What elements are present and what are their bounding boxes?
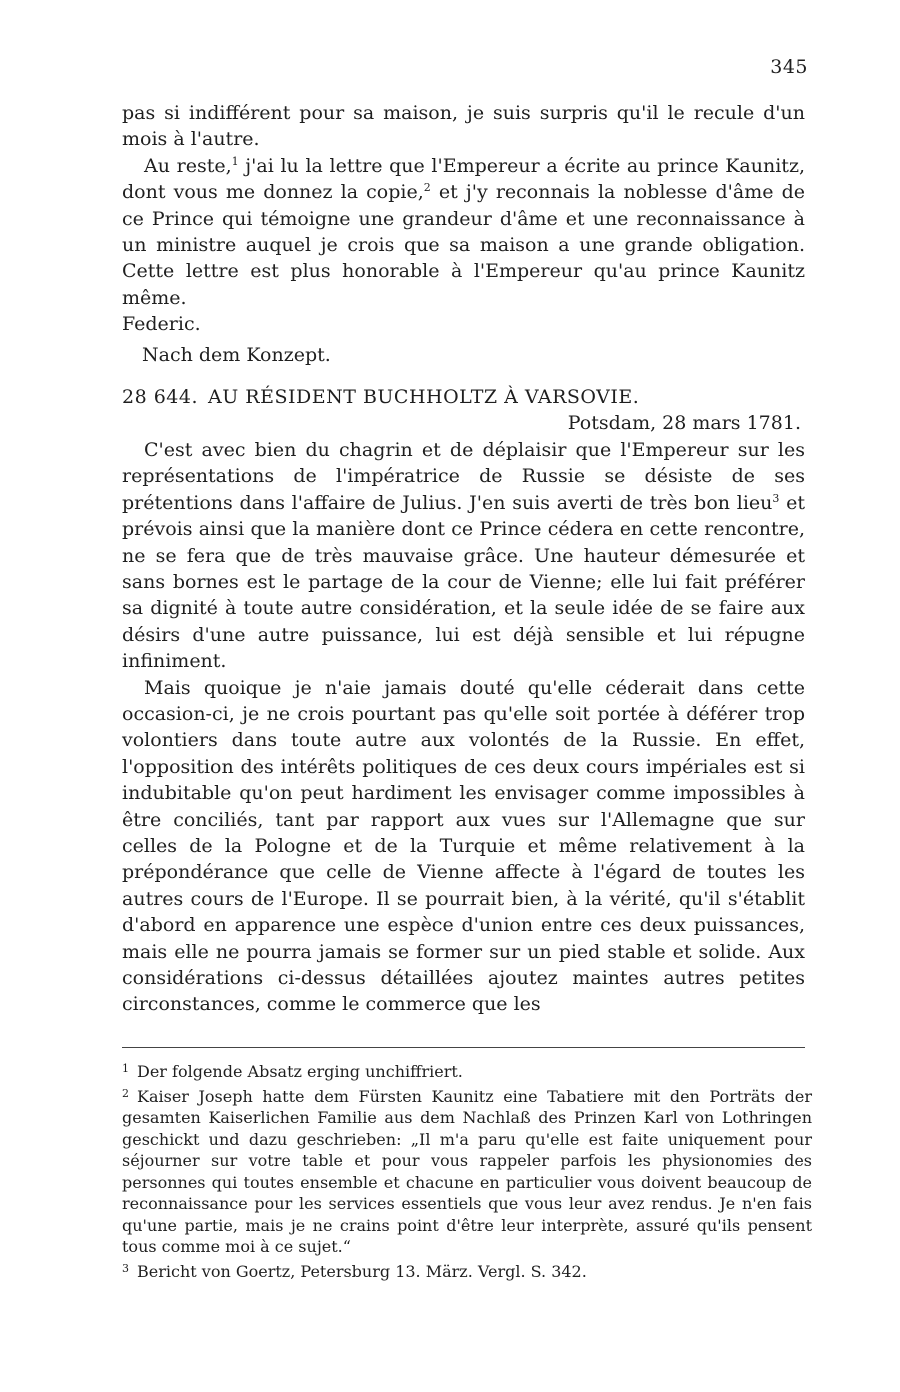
main-text — [122, 100, 805, 1018]
page-number: 345 — [770, 56, 808, 78]
footnotes — [122, 1058, 812, 1282]
footnote-text: Der folgende Absatz erging unchiffriert. — [137, 1062, 463, 1081]
text-run: Au reste, — [144, 154, 232, 177]
footnote-divider — [122, 1047, 805, 1048]
text-run: et prévois ainsi que la manière dont ce Prince cédera en cette rencontre, ne se fera que de très mauvaise grâce. Une hauteur démesurée et sans bornes est le partage de la cour de Vienne; elle lui fait préférer sa dignité à toute autre considération, et la seule idée de se faire aux désirs d'une autre puissance, lui est déjà sensible et lui répugne infiniment. — [122, 491, 806, 673]
text-run: j'ai lu la lettre que l'Empereur a écrite au prince Kaunitz, dont vous me donnez la copie, — [122, 154, 805, 204]
footnote-ref: 2 — [423, 181, 431, 195]
footnote-mark: 1 — [122, 1062, 129, 1075]
letter-title: AU RÉSIDENT BUCHHOLTZ À VARSOVIE. — [208, 386, 640, 409]
paragraph: Mais quoique je n'aie jamais douté qu'elle céderait dans cette occasion-ci, je ne crois pourtant pas qu'elle soit portée à déférer trop volontiers dans toute autre aux volontés de la Russie. En effet, l'opposition des intérêts politiques de ces deux cours impériales est si indubitable qu'on peut hardiment les envisager comme impossibles à être conciliés, tant par rapport aux vues sur l'Allemagne que sur celles de la Pologne et de la Turquie et même relativement à la prépondérance que celle de Vienne affecte à l'égard de toutes les autres cours de l'Europe. Il se pourrait bien, à la vérité, qu'il s'établit d'abord en apparence une espèce d'union entre ces deux puissances, mais elle ne pourra jamais se former sur un pied stable et solide. Aux considérations ci-dessus détaillées ajoutez maintes autres petites circonstances, comme le commerce que les — [122, 676, 805, 1016]
signature: Federic. — [122, 313, 201, 336]
letter-number: 28 644. — [122, 386, 199, 409]
footnote-text: Kaiser Joseph hatte dem Fürsten Kaunitz eine Tabatiere mit den Porträts der gesamten Kaiserlichen Familie aus dem Nachlaß des Prinzen Karl von Lothringen geschickt und dazu geschrieben: „Il m'a paru qu'elle est faite uniquement pour séjourner sur votre table et pour vous rappeler parfois les physionomies des personnes qui toutes ensemble et chacune en particulier vous doivent beaucoup de reconnaissance pour les services essentiels que vous leur avez rendus. Je n'en fais qu'une partie, mais je ne crains point d'être leur interprète, assuré qu'ils pensent tous comme moi à ce sujet.“ — [122, 1086, 812, 1256]
footnote-ref: 3 — [772, 491, 780, 505]
text-run: et j'y reconnais la noblesse d'âme de ce Prince qui témoigne une grandeur d'âme et une reconnaissance à un ministre auquel je crois que sa maison a une grande obligation. Cette lettre est plus honorable à l'Empereur qu'au prince Kaunitz même. — [122, 181, 805, 309]
paragraph — [122, 437, 805, 675]
footnote — [122, 1258, 812, 1283]
footnote — [122, 1058, 812, 1083]
place-date: Potsdam, 28 mars 1781. — [567, 412, 801, 435]
footnote-mark: 3 — [122, 1261, 129, 1275]
paragraph — [122, 153, 805, 311]
footnote — [122, 1083, 812, 1258]
footnote-text: Bericht von Goertz, Petersburg 13. März. Vergl. S. 342. — [137, 1261, 587, 1281]
letter-heading — [122, 384, 805, 410]
paragraph: pas si indifférent pour sa maison, je suis surpris qu'il le recule d'un mois à l'autre. — [122, 102, 805, 151]
footnote-ref: 1 — [231, 154, 239, 168]
footnote-mark: 2 — [122, 1086, 129, 1100]
source-note: Nach dem Konzept. — [142, 343, 331, 366]
text-run: C'est avec bien du chagrin et de déplaisir que l'Empereur sur les représentations de l'impératrice de Russie se désiste de ses prétentions dans l'affaire de Julius. J'en suis averti de très bon lieu — [122, 438, 805, 514]
